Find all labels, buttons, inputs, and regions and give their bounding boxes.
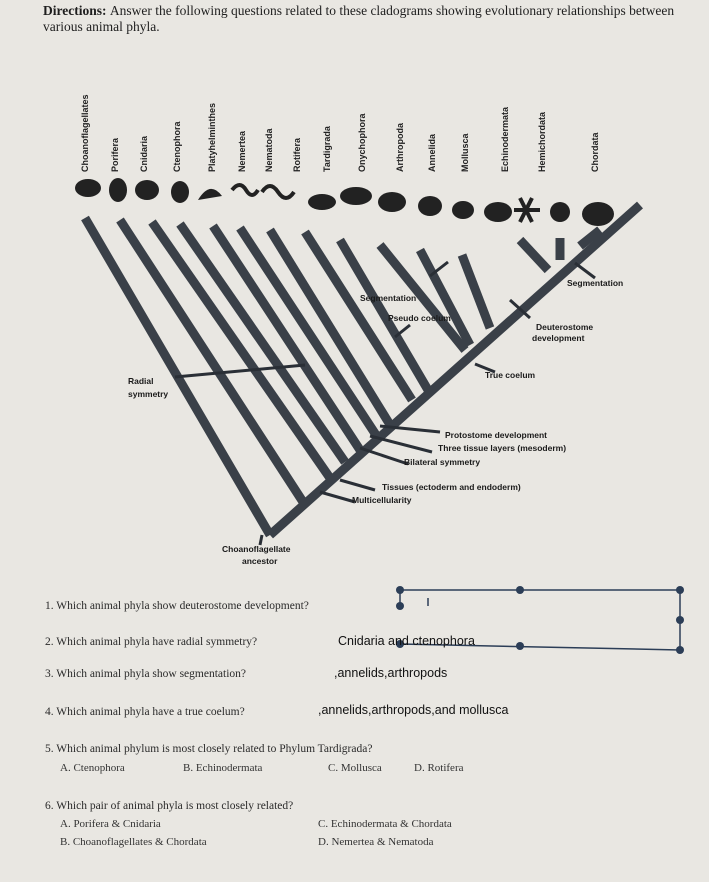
question-number: 2. <box>45 636 54 648</box>
q6-option-c[interactable]: C. Echinodermata & Chordata <box>318 818 452 830</box>
phylum-label: Nematoda <box>264 128 274 172</box>
phylum-label: Echinodermata <box>500 106 510 172</box>
phylum-label: Onychophora <box>357 113 367 172</box>
question-number: 3. <box>45 668 54 680</box>
trait-pseudo-coelum: Pseudo coelum <box>388 313 451 323</box>
q6-option-d[interactable]: D. Nemertea & Nematoda <box>318 836 434 848</box>
handle-dot[interactable] <box>396 602 404 610</box>
question-text: Which animal phyla show deuterostome development? <box>56 600 309 612</box>
question-6 <box>45 800 293 812</box>
trait-segmentation-right: Segmentation <box>567 278 624 288</box>
q6-option-a[interactable]: A. Porifera & Cnidaria <box>60 818 161 830</box>
q6-option-b[interactable]: B. Choanoflagellates & Chordata <box>60 836 207 848</box>
phylum-label: Choanoflagellates <box>80 94 90 172</box>
q5-option-c[interactable]: C. Mollusca <box>328 762 382 774</box>
q5-option-b[interactable]: B. Echinodermata <box>183 762 263 774</box>
question-3 <box>45 668 246 680</box>
ancestor-label-1: Choanoflagellate <box>222 544 291 554</box>
question-text: Which pair of animal phyla is most closely related? <box>56 800 294 812</box>
phylum-label: Chordata <box>590 132 600 172</box>
answer-4[interactable]: ,annelids,arthropods,and mollusca <box>318 703 509 717</box>
question-number: 4. <box>45 706 54 718</box>
phylum-label: Nemertea <box>237 130 247 172</box>
handle-dot[interactable] <box>676 616 684 624</box>
handle-dot[interactable] <box>676 586 684 594</box>
trait-three-tissue: Three tissue layers (mesoderm) <box>438 443 567 453</box>
question-4 <box>45 706 245 718</box>
phylum-label: Rotifera <box>292 137 302 172</box>
q5-option-d[interactable]: D. Rotifera <box>414 762 464 774</box>
handle-dot[interactable] <box>396 586 404 594</box>
question-text: Which animal phyla have radial symmetry? <box>56 636 258 648</box>
question-text: Which animal phyla show segmentation? <box>56 668 246 680</box>
phyla-labels <box>80 94 600 172</box>
trait-radial-2: symmetry <box>128 389 169 399</box>
question-number: 1. <box>45 600 54 612</box>
phylum-label: Ctenophora <box>172 121 182 172</box>
question-1 <box>45 600 309 612</box>
handle-dot[interactable] <box>516 642 524 650</box>
trait-tissues: Tissues (ectoderm and endoderm) <box>382 482 521 492</box>
phylum-label: Arthropoda <box>395 123 405 172</box>
answer-3[interactable]: ,annelids,arthropods <box>334 666 448 680</box>
phylum-label: Hemichordata <box>537 111 547 172</box>
phylum-label: Cnidaria <box>139 135 149 172</box>
phylum-label: Annelida <box>427 133 437 172</box>
ancestor-label-2: ancestor <box>242 556 278 566</box>
q5-option-a[interactable]: A. Ctenophora <box>60 762 125 774</box>
directions-label: Directions: <box>43 3 107 18</box>
trait-deuterostome-1: Deuterostome <box>536 322 594 332</box>
trait-bilateral: Bilateral symmetry <box>404 457 481 467</box>
question-2 <box>45 636 257 648</box>
phylum-label: Porifera <box>110 137 120 172</box>
trait-segmentation: Segmentation <box>360 293 417 303</box>
handle-dot[interactable] <box>516 586 524 594</box>
question-number: 5. <box>45 743 54 755</box>
question-text: Which animal phyla have a true coelum? <box>56 706 245 718</box>
trait-multicellularity: Multicellularity <box>352 495 412 505</box>
trait-protostome: Protostome development <box>445 430 548 440</box>
trait-radial-1: Radial <box>128 376 154 386</box>
handle-dot[interactable] <box>676 646 684 654</box>
question-5 <box>45 743 372 755</box>
phylum-label: Platyhelminthes <box>207 102 217 172</box>
trait-deuterostome-2: development <box>532 333 585 343</box>
directions-text: Answer the following questions related to these cladograms showing evolutionary relationships between various animal phyla. <box>43 3 675 34</box>
phylum-label: Tardigrada <box>322 126 332 172</box>
answer-2[interactable]: Cnidaria and ctenophora <box>338 634 475 648</box>
trait-true-coelum: True coelum <box>485 370 536 380</box>
question-text: Which animal phylum is most closely related to Phylum Tardigrada? <box>56 743 373 755</box>
animal-silhouettes <box>75 178 614 226</box>
answer-selection-box[interactable] <box>390 580 690 660</box>
phylum-label: Mollusca <box>460 133 470 172</box>
question-number: 6. <box>45 800 54 812</box>
